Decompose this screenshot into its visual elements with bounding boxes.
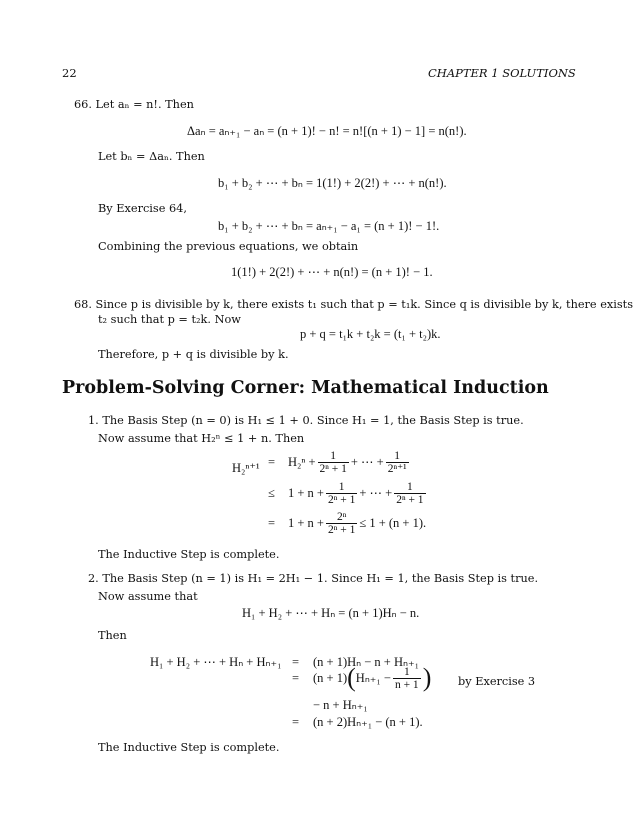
ex68-line-1: 68. Since p is divisible by k, there exists t₁ such that p = t₁k. Since q is divisible by k, there exists: [74, 298, 634, 311]
pc1-complete: The Inductive Step is complete.: [98, 548, 280, 561]
pc1-row-3: [268, 511, 426, 536]
pc2-basis-step: 2. The Basis Step (n = 1) is H₁ = 2H₁ − 1. Since H₁ = 1, the Basis Step is true.: [88, 572, 539, 585]
pc2-then: Then: [98, 629, 127, 642]
ex66-equation-2: b₁ + b₂ + ⋯ + bₙ = 1(1!) + 2(2!) + ⋯ + n(n!).: [218, 176, 447, 190]
pc2-row-1: (n + 1)Hₙ − n + Hₙ₊₁: [313, 655, 419, 669]
ex66-by-exercise: By Exercise 64,: [98, 202, 187, 215]
pc1-assume: Now assume that H₂ⁿ ≤ 1 + n. Then: [98, 432, 305, 445]
pc1-row-3-term: 1 + n +: [288, 516, 324, 530]
pc1-row-3-bound: ≤ 1 + (n + 1).: [359, 516, 427, 530]
fraction-denominator: 2ⁿ⁺¹: [387, 463, 407, 475]
running-head: CHAPTER 1 SOLUTIONS: [428, 66, 576, 80]
fraction-numerator: 1: [330, 450, 337, 462]
pc2-row-2: [292, 665, 431, 691]
ex66-let-b: Let bₙ = Δaₙ. Then: [98, 150, 205, 163]
ex68-line-2: t₂ such that p = t₂k. Now: [98, 313, 241, 326]
fraction-numerator: 2ⁿ: [336, 511, 347, 523]
pc2-row-4-relation: =: [292, 715, 300, 729]
left-paren: (: [347, 663, 356, 692]
fraction-denominator: 2ⁿ + 1: [327, 524, 356, 536]
pc2-by-exercise: by Exercise 3: [458, 675, 536, 688]
fraction-numerator: 1: [338, 481, 345, 493]
pc1-row-2-fraction-2: [394, 481, 425, 506]
ex66-equation-3: b₁ + b₂ + ⋯ + bₙ = aₙ₊₁ − a₁ = (n + 1)! − 1!.: [218, 219, 440, 233]
fraction-denominator: 2ⁿ + 1: [327, 494, 356, 506]
pc1-row-2-term: 1 + n +: [288, 486, 324, 500]
ex68-equation: p + q = t₁k + t₂k = (t₁ + t₂)k.: [300, 327, 441, 341]
pc1-basis-step: 1. The Basis Step (n = 0) is H₁ ≤ 1 + 0. Since H₁ = 1, the Basis Step is true.: [88, 414, 524, 427]
pc2-row-2-factor: (n + 1): [313, 670, 348, 685]
pc1-row-2: [268, 481, 428, 506]
pc2-row-1-relation: =: [292, 655, 300, 669]
fraction-denominator: 2ⁿ + 1: [319, 463, 347, 475]
pc1-row-3-relation: =: [268, 516, 276, 530]
ex66-equation-1: Δaₙ = aₙ₊₁ − aₙ = (n + 1)! − n! = n![(n + 1) − 1] = n(n!).: [187, 124, 467, 138]
ex68-therefore: Therefore, p + q is divisible by k.: [98, 348, 289, 361]
pc1-row-1-relation: =: [268, 455, 276, 469]
fraction-denominator: n + 1: [394, 678, 419, 691]
section-title: Problem-Solving Corner: Mathematical Induction: [62, 378, 549, 398]
pc1-lhs: H₂ⁿ⁺¹: [232, 461, 260, 475]
pc1-row-2-dots: + ⋯ +: [359, 486, 393, 500]
pc2-complete: The Inductive Step is complete.: [98, 741, 280, 754]
ex66-equation-4: 1(1!) + 2(2!) + ⋯ + n(n!) = (n + 1)! − 1.: [231, 265, 433, 279]
page-number: 22: [62, 66, 77, 80]
fraction-numerator: 1: [394, 450, 401, 462]
pc2-row-2-fraction: [393, 666, 421, 691]
pc1-row-1-fraction-2: [386, 450, 409, 475]
pc1-row-2-fraction-1: [326, 481, 357, 506]
pc2-row-3: − n + Hₙ₊₁: [313, 698, 368, 712]
pc1-row-3-fraction: [326, 511, 357, 536]
fraction-numerator: 1: [407, 481, 413, 493]
pc2-row-2-term: Hₙ₊₁ −: [355, 670, 391, 685]
pc2-row-2-relation: =: [292, 670, 300, 685]
pc2-lhs: H₁ + H₂ + ⋯ + Hₙ + Hₙ₊₁: [150, 655, 282, 669]
pc1-row-1-dots: + ⋯ +: [350, 455, 384, 469]
right-paren: ): [422, 663, 432, 692]
pc1-row-1-term: H₂ⁿ +: [288, 455, 316, 469]
pc1-row-2-relation: ≤: [268, 486, 275, 500]
fraction-denominator: 2ⁿ + 1: [396, 494, 424, 506]
pc2-equation-assume: H₁ + H₂ + ⋯ + Hₙ = (n + 1)Hₙ − n.: [242, 606, 420, 620]
fraction-numerator: 1: [403, 665, 410, 678]
pc2-row-4: (n + 2)Hₙ₊₁ − (n + 1).: [313, 715, 423, 729]
pc2-assume: Now assume that: [98, 590, 198, 603]
pc1-row-1-fraction-1: [318, 450, 349, 475]
pc1-row-1: [268, 450, 411, 475]
ex66-combining: Combining the previous equations, we obtain: [98, 240, 359, 253]
ex66-intro: 66. Let aₙ = n!. Then: [74, 98, 194, 111]
